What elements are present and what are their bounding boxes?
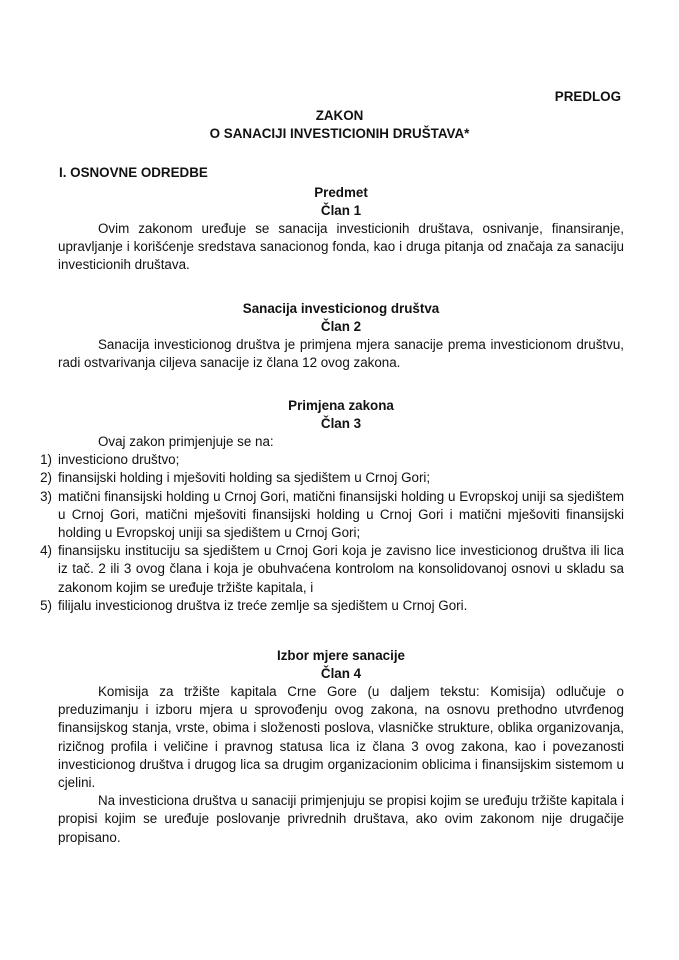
section-heading: Izbor mjere sanacije [276, 648, 405, 663]
list-item-text: finansijsku instituciju sa sjedištem u Crnoj Gori koja je zavisno lice investicionog društva ili lica iz tač. 2 ili 3 ovog člana i koja je obuhvaćena kontrolom na konsolidovanoj osnovi u skladu sa zakonom kojim se uređuje tržište kapitala, i [58, 543, 624, 595]
paragraph: Ovim zakonom uređuje se sanacija investicionih društava, osnivanje, finansiranje, upravljanje i korišćenje sredstava sanacionog fonda, kao i druga pitanja od značaja za sanaciju investicionih društava. [58, 221, 624, 273]
paragraph: Na investiciona društva u sanaciji primjenjuju se propisi kojim se uređuju tržište kapitala i propisi kojim se uređuje poslovanje privrednih društava, ako ovim zakonom nije drugačije propisano. [58, 793, 624, 845]
section-izbor [58, 647, 624, 847]
list-item-text: investiciono društvo; [58, 452, 180, 468]
paragraph: Komisija za tržište kapitala Crne Gore (u daljem tekstu: Komisija) odlučuje o preduzimanju i izboru mjera u sprovođenju ovog zakona, na osnovu prethodno utvrđenog finansijskog stanja, vrste, obima i složenosti poslova, vlasničke strukture, oblika organizovanja, rizičnog profila i veličine i pravnog statusa lica iz člana 3 ovog zakona, kao i povezanosti investicionog društva i drugog lica sa drugim organizacionim oblicima i finansijskim sistemom u cjelini. [58, 684, 624, 791]
section-heading: Predmet [314, 185, 368, 200]
section-sanacija [58, 300, 624, 372]
list-item-text: matični finansijski holding u Crnoj Gori, matični finansijski holding u Evropskoj uniji sa sjedištem u Crnoj Gori, matični mješoviti finansijski holding u Crnoj Gori i matični mješoviti finansijski holding u Evropskoj uniji sa sjedištem u Crnoj Gori; [58, 488, 624, 541]
list-item-number: 2) [40, 470, 52, 486]
section-primjena [40, 397, 624, 615]
list-item-number: 5) [40, 597, 52, 613]
list-item-number: 3) [40, 488, 52, 504]
list-item [40, 542, 624, 597]
list-item-text: filijalu investicionog društva iz treće zemlje sa sjedištem u Crnoj Gori. [58, 597, 468, 613]
section-predmet [58, 184, 624, 275]
law-title: ZAKON [315, 108, 364, 123]
list-lead: Ovaj zakon primjenjuje se na: [98, 434, 274, 449]
list-item-text: finansijski holding i mješoviti holding sa sjedištem u Crnoj Gori; [58, 470, 431, 486]
list-item [40, 451, 624, 469]
article-number: Član 1 [320, 203, 362, 218]
list-item [40, 597, 624, 615]
list-item-number: 4) [40, 543, 52, 559]
draft-label: PREDLOG [554, 89, 621, 104]
article-number: Član 2 [320, 319, 362, 334]
part-heading: I. OSNOVNE ODREDBE [59, 165, 208, 180]
section-heading: Primjena zakona [288, 398, 394, 413]
section-heading: Sanacija investicionog društva [242, 301, 440, 316]
application-list [40, 451, 624, 615]
article-number: Član 4 [320, 666, 362, 681]
list-item [40, 488, 624, 543]
law-subtitle: O SANACIJI INVESTICIONIH DRUŠTAVA* [209, 126, 470, 141]
list-item-number: 1) [40, 452, 52, 468]
article-number: Član 3 [320, 416, 362, 431]
paragraph: Sanacija investicionog društva je primjena mjera sanacije prema investicionom društvu, radi ostvarivanja ciljeva sanacije iz člana 12 ovog zakona. [58, 337, 624, 371]
list-item [40, 469, 624, 487]
